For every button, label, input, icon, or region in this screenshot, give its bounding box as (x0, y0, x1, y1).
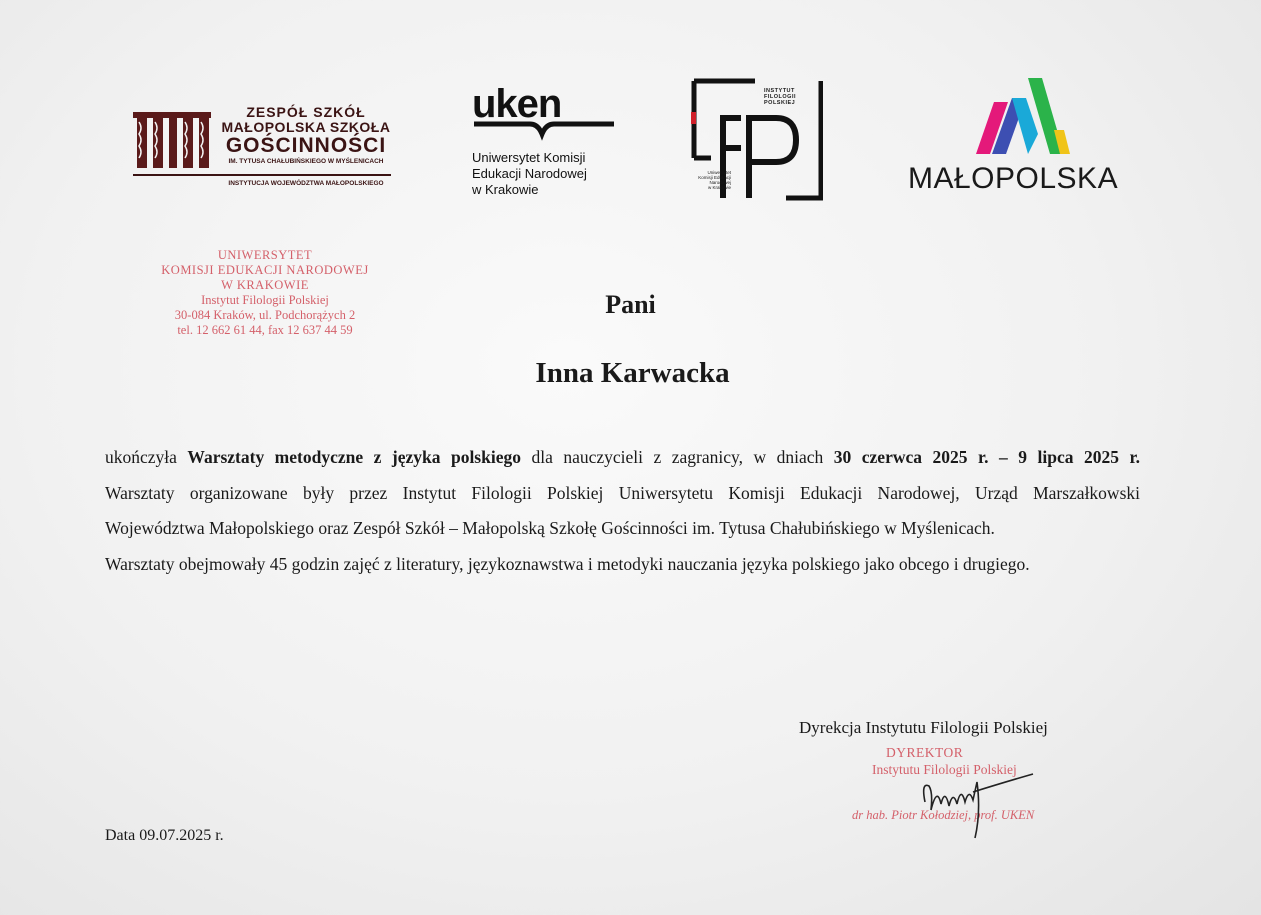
ifp-top-text (764, 88, 796, 106)
handwritten-signature-icon (915, 752, 1035, 842)
stamp-line4: Instytut Filologii Polskiej (201, 293, 329, 307)
recipient-name: Inna Karwacka (535, 357, 730, 389)
malopolska-logo (908, 74, 1134, 194)
body-line-1 (105, 440, 1140, 476)
issue-date: Data 09.07.2025 r. (105, 827, 224, 844)
ifp-bottom-1: Uniwersytet (707, 170, 731, 175)
uken-sub1: Uniwersytet Komisji (472, 150, 586, 165)
zs-line1: ZESPÓŁ SZKÓŁ (246, 104, 366, 120)
certificate-body (105, 440, 1140, 582)
zespol-szkol-logo (133, 104, 395, 194)
signature-stamp-name: dr hab. Piotr Kołodziej, prof. UKEN (852, 808, 1035, 822)
zs-line5: INSTYTUCJA WOJEWÓDZTWA MAŁOPOLSKIEGO (228, 180, 384, 187)
body-line-2: Warsztaty organizowane były przez Instytut Filologii Polskiej Uniwersytetu Komisji Edukacji Narodowej, Urząd Marszałkowski (105, 482, 1140, 503)
uken-logo (472, 84, 622, 204)
signature-stamp-title: DYREKTOR (886, 745, 964, 760)
uken-sub3: w Krakowie (472, 182, 539, 197)
zs-line4: IM. TYTUSA CHAŁUBIŃSKIEGO W MYŚLENICACH (228, 158, 384, 165)
course-title: Warsztaty metodyczne z języka polskiego (187, 447, 521, 467)
ifp-top-2: FILOLOGII (764, 94, 796, 100)
uken-wordmark: uken (472, 82, 562, 126)
body-line-4: Warsztaty obejmowały 45 godzin zajęć z literatury, językoznawstwa i metodyki nauczania języka polskiego jako obcego i drugiego. (105, 553, 1030, 574)
stamp-line3: W KRAKOWIE (221, 278, 309, 292)
uken-subtitle (472, 150, 622, 198)
stamp-line6: tel. 12 662 61 44, fax 12 637 44 59 (177, 323, 353, 337)
stamp-line5: 30-084 Kraków, ul. Podchorążych 2 (174, 308, 356, 322)
ifp-top-1: INSTYTUT (764, 88, 795, 94)
signature-stamp-institute: Instytutu Filologii Polskiej (872, 762, 1017, 777)
malopolska-m-icon (972, 74, 1078, 156)
stamp-line1: UNIWERSYTET (217, 248, 313, 262)
ifp-bottom-4: w Krakowie (707, 185, 731, 190)
ifp-bottom-3: Narodowej (709, 180, 731, 185)
p1-text-a: ukończyła (105, 447, 188, 467)
malopolska-wordmark: MAŁOPOLSKA (908, 162, 1119, 195)
ifp-logo (691, 78, 823, 202)
ifp-bottom-text (691, 170, 731, 190)
building-pillars-icon (133, 108, 211, 170)
body-line-3: Województwa Małopolskiego oraz Zespół Szkół – Małopolską Szkołę Gościnności im. Tytusa Chałubińskiego w Myślenicach. (105, 518, 995, 538)
ifp-bottom-2: Komisji Edukacji (698, 175, 731, 180)
salutation: Pani (605, 290, 656, 319)
book-underline-icon (472, 120, 617, 142)
uken-sub2: Edukacji Narodowej (472, 166, 587, 181)
course-dates: 30 czerwca 2025 r. – 9 lipca 2025 r. (833, 447, 1140, 467)
stamp-line2: KOMISJI EDUKACJI NARODOWEJ (161, 263, 369, 277)
p1-text-c: dla nauczycieli z zagranicy, w dniach (520, 447, 834, 467)
zs-divider (133, 174, 391, 176)
signature-header: Dyrekcja Instytutu Filologii Polskiej (799, 718, 1048, 737)
zs-line2: MAŁOPOLSKA SZKOŁA (221, 119, 391, 135)
zs-line3: GOŚCINNOŚCI (225, 134, 387, 157)
ifp-top-3: POLSKIEJ (764, 100, 796, 106)
